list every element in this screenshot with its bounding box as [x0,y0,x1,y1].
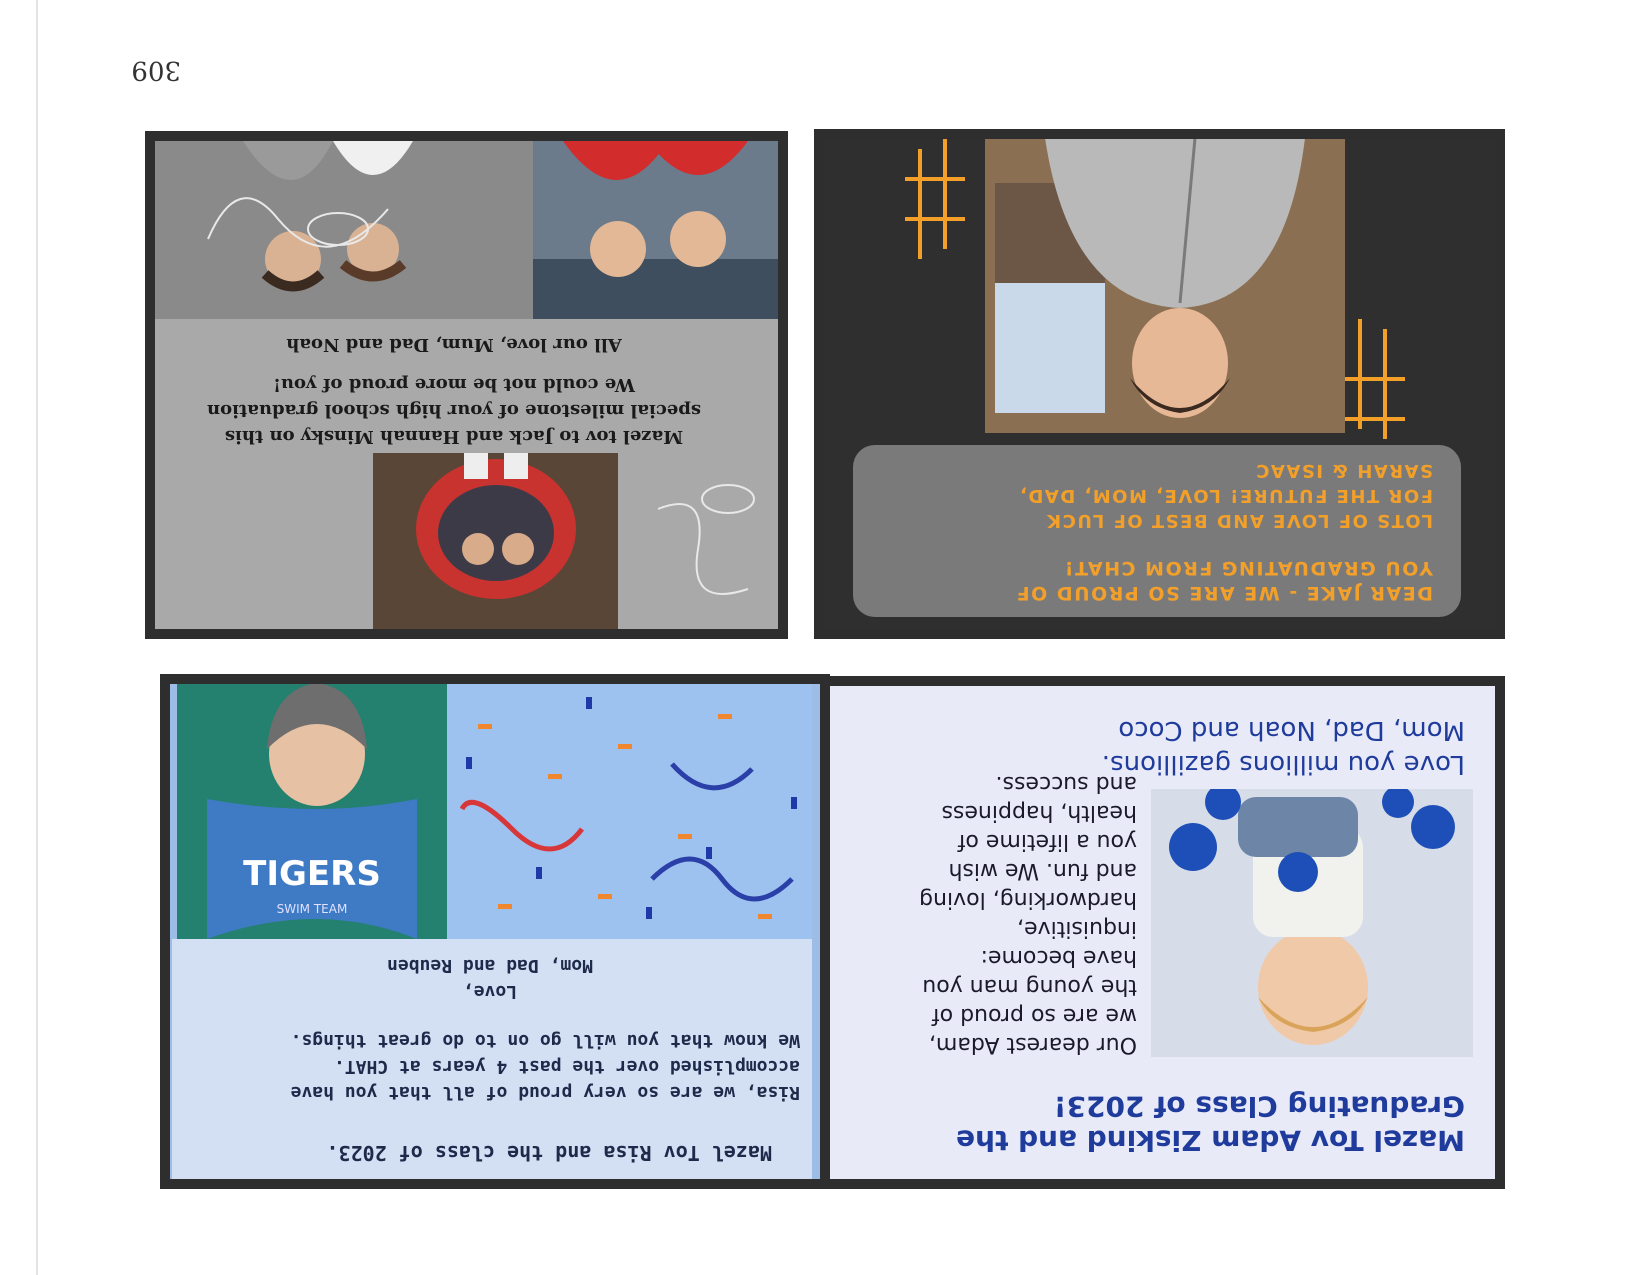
sweatshirt-text: TIGERS [243,854,381,894]
white-swirl-ornament [648,469,768,609]
card-minsky [145,131,788,639]
minsky-card-signoff: All our love, Mum, Dad and Noah [286,334,622,355]
adam-baby-photo [1151,789,1473,1057]
risa-card-signoff: Love, Mom, Dad and Reuben [387,955,593,1002]
minsky-chair-photo [373,453,618,629]
adam-card-title: Mazel Tov Adam Ziskind and the Graduating Class of 2023! [956,1090,1465,1157]
risa-text-panel [172,939,812,1179]
jake-card-message: DEAR JAKE - WE ARE SO PROUD OF YOU GRADUATING FROM CHAT! [1015,557,1433,604]
jake-photo [985,138,1345,433]
risa-card-heading: Mazel Tov Risa and the class of 2023. [326,1141,772,1165]
card-adam-ziskind [815,676,1505,1189]
white-swirl-ornament [198,159,398,299]
minsky-sports-photo [533,141,778,319]
page-number: 309 [131,55,181,85]
jake-card-signoff: LOTS OF LOVE AND BEST OF LUCK FOR THE FUTURE! LOVE, MOM, DAD, SARAH & ISAAC [1018,460,1433,531]
risa-card-message: Risa, we are so very proud of all that you have accomplished over the past 4 years at CHAT. We know that you will go on to do great things. [290,1030,800,1103]
orange-corner-ornament [1335,309,1415,439]
card-risa [160,674,830,1189]
orange-corner-ornament [895,129,975,259]
sweatshirt-subtext: SWIM TEAM [276,902,348,916]
risa-photo [177,683,447,939]
adam-card-signoff: Love you millions gazillions. Mom, Dad, Noah and Coco [1101,715,1465,779]
card-jake [814,129,1505,639]
jake-message-box [853,445,1461,617]
adam-card-message: Our dearest Adam, we are so proud of the young man you have become: inquisitive, hardworking, loving and fun. We wish you a lifetime of health, happiness and success. [919,771,1137,1057]
minsky-card-message: Mazel tov to Jack and Hannah Minsky on this special milestone of your high school graduation We could not be more proud of you! [207,374,701,447]
confetti-graphic [447,683,812,939]
